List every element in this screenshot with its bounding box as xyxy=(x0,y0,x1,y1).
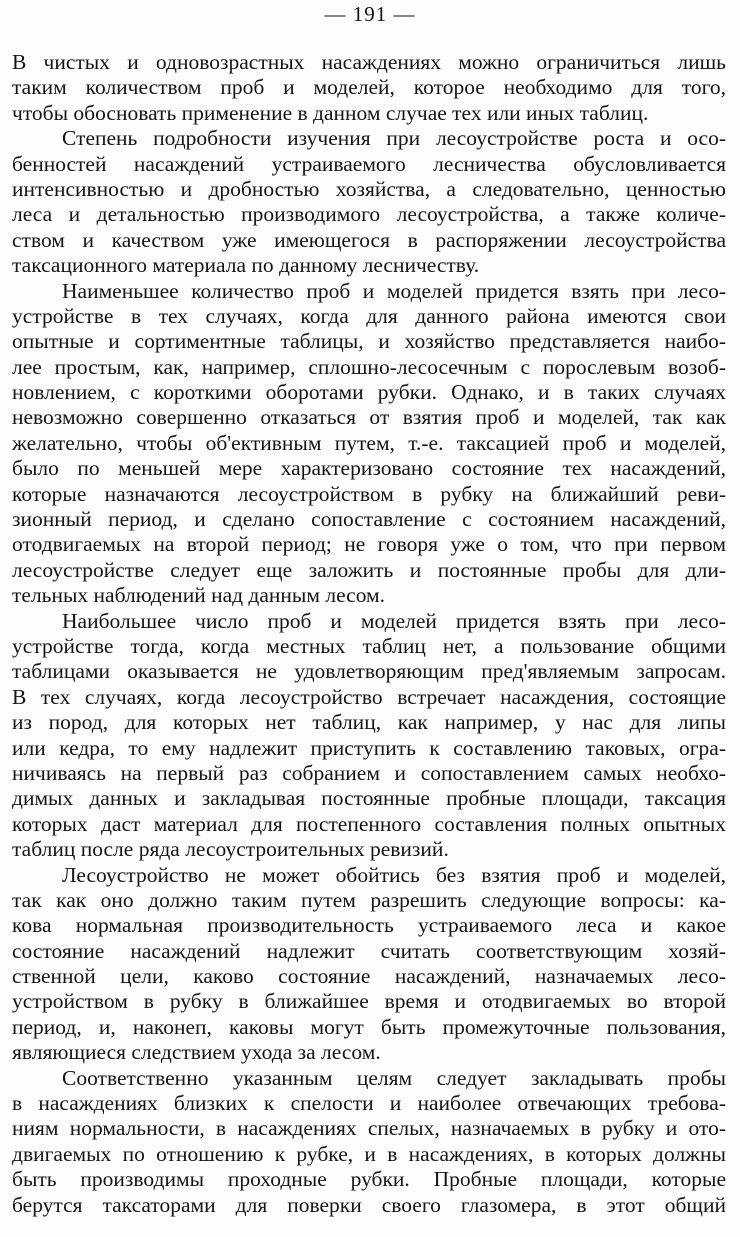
text-line: таксационного материала по данному лесничеству. xyxy=(12,253,480,278)
text-line: опытные и сортиментные таблицы, и хозяйство представляется наибо- xyxy=(12,329,726,354)
text-line: Соответственно указанным целям следует закладывать пробы xyxy=(62,1065,726,1090)
body-text xyxy=(12,50,726,1218)
text-line: устройством в рубку в ближайшее время и отодвигаемых во второй xyxy=(12,989,726,1014)
text-line: так как оно должно таким путем разрешить следующие вопросы: ка- xyxy=(12,887,726,912)
text-line: отодвигаемых на второй период; не говоря уже о том, что при первом xyxy=(12,532,726,557)
text-line: Наименьшее количество проб и моделей придется взять при лесо- xyxy=(62,278,726,303)
text-line: ниям нормальности, в насаждениях спелых, назначаемых в рубку и ото- xyxy=(12,1116,726,1141)
text-line: чтобы обосновать применение в данном случае тех или иных таблиц. xyxy=(12,100,649,125)
text-line: леса и детальностью производимого лесоустройства, а также количе- xyxy=(12,202,726,227)
text-line: ничиваясь на первый раз собранием и сопоставлением самых необхо- xyxy=(12,760,726,785)
text-line: кова нормальная производительность устраиваемого леса и какое xyxy=(12,913,726,938)
text-line: устройстве в тех случаях, когда для данного района имеются свои xyxy=(12,303,726,328)
text-line: бенностей насаждений устраиваемого лесничества обусловливается xyxy=(12,151,726,176)
text-line: в насаждениях близких к спелости и наиболее отвечающих требова- xyxy=(12,1091,726,1116)
text-line: ственной цели, каково состояние насаждений, назначаемых лесо- xyxy=(12,964,726,989)
text-line: устройстве тогда, когда местных таблиц нет, а пользование общими xyxy=(12,633,726,658)
text-line: димых данных и закладывая постоянные пробные площади, таксация xyxy=(12,786,726,811)
text-line: лесоустройстве следует еще заложить и постоянные пробы для дли- xyxy=(12,557,726,582)
text-line: новлением, с короткими оборотами рубки. Однако, и в таких случаях xyxy=(12,380,726,405)
text-line: тельных наблюдений над данным лесом. xyxy=(12,583,386,608)
page-number: — 191 — xyxy=(324,2,416,26)
text-line: невозможно совершенно отказаться от взятия проб и моделей, так как xyxy=(12,405,726,430)
text-line: зионный период, и сделано сопоставление с состоянием насаждений, xyxy=(12,507,726,532)
text-line: двигаемых по отношению к рубке, и в насаждениях, в которых должны xyxy=(12,1141,726,1166)
text-line: которые назначаются лесоустройством в рубку на ближайший реви- xyxy=(12,481,726,506)
text-line: В чистых и одновозрастных насаждениях можно ограничиться лишь xyxy=(12,50,726,74)
text-line: лее простым, как, например, сплошно-лесосечным с порослевым возоб- xyxy=(12,354,726,379)
text-line: состояние насаждений надлежит считать соответствующим хозяй- xyxy=(12,938,726,963)
text-line: или кедра, то ему надлежит приступить к составлению таковых, огра- xyxy=(12,735,726,760)
text-line: берутся таксаторами для поверки своего глазомера, в этот общий xyxy=(12,1192,726,1217)
text-line: Лесоустройство не может обойтись без взятия проб и моделей, xyxy=(62,862,726,887)
text-line: желательно, чтобы об'ективным путем, т.-е. таксацией проб и моделей, xyxy=(12,430,726,455)
text-line: быть производимы проходные рубки. Пробные площади, которые xyxy=(12,1167,726,1192)
text-line: интенсивностью и дробностью хозяйства, а следовательно, ценностью xyxy=(12,176,726,201)
text-line: было по меньшей мере характеризовано состояние тех насаждений, xyxy=(12,456,726,481)
text-line: период, и, наконеп, каковы могут быть промежуточные пользования, xyxy=(12,1014,726,1039)
text-line: из пород, для которых нет таблиц, как например, у нас для липы xyxy=(12,710,726,735)
text-line: таблицами оказывается не удовлетворяющим пред'являемым запросам. xyxy=(12,659,726,684)
text-line: являющиеся следствием ухода за лесом. xyxy=(12,1040,381,1065)
text-line: Степень подробности изучения при лесоустройстве роста и осо- xyxy=(62,126,726,151)
text-line: таблиц после ряда лесоустроительных ревизий. xyxy=(12,837,449,862)
text-line: Наибольшее число проб и моделей придется взять при лесо- xyxy=(62,608,726,633)
text-line: таким количеством проб и моделей, которое необходимо для того, xyxy=(12,75,726,100)
text-line: В тех случаях, когда лесоустройство встречает насаждения, состоящие xyxy=(12,684,726,709)
text-line: ством и качеством уже имеющегося в распоряжении лесоустройства xyxy=(12,227,726,252)
text-line: которых даст материал для постепенного составления полных опытных xyxy=(12,811,726,836)
